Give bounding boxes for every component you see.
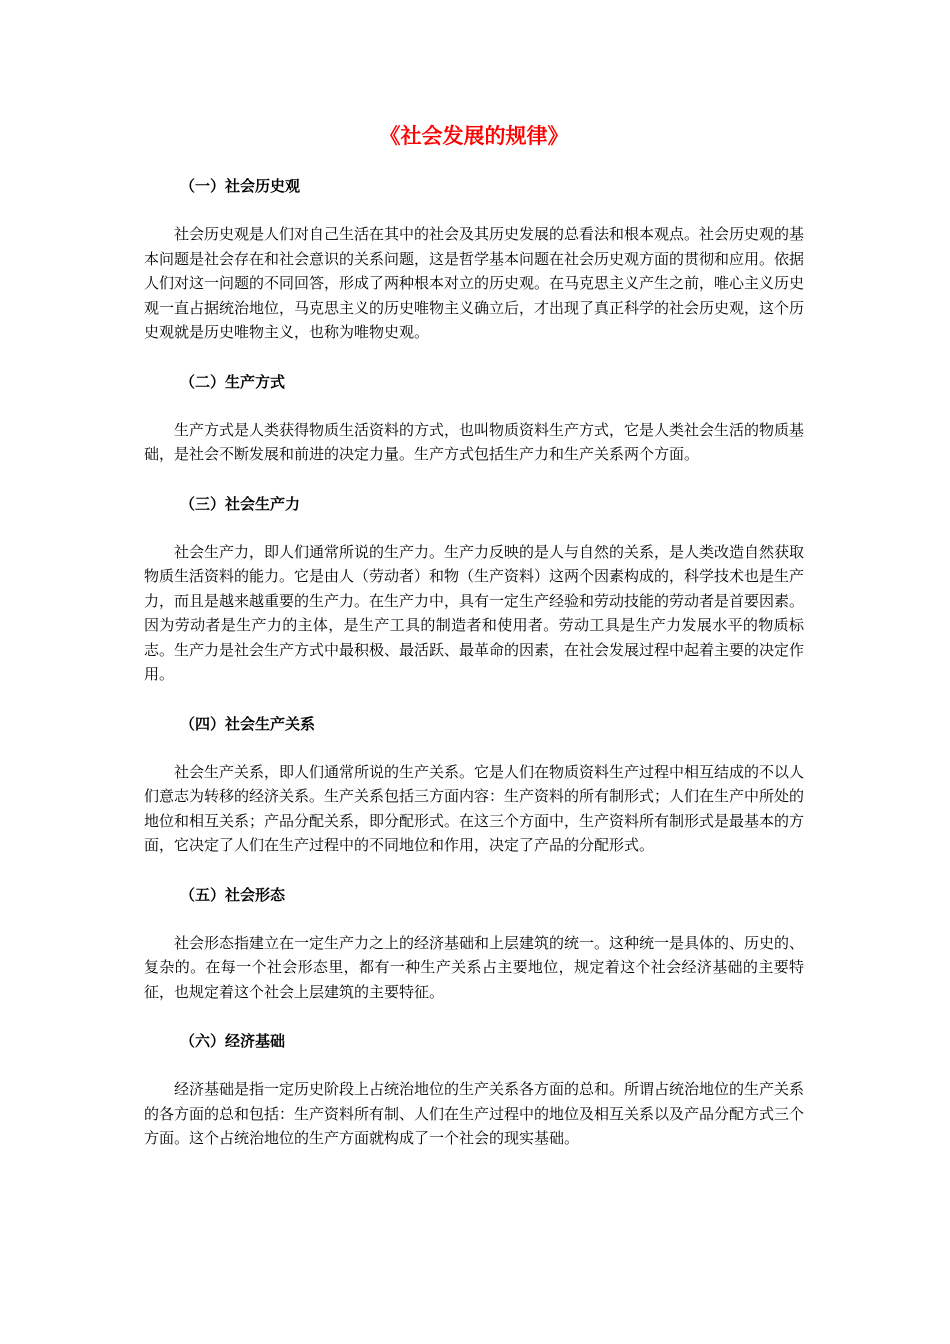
section-paragraph: 社会历史观是人们对自己生活在其中的社会及其历史发展的总看法和根本观点。社会历史观的基本问题是社会存在和社会意识的关系问题，这是哲学基本问题在社会历史观方面的贯彻和应用。依据人们对这一问题的不同回答，形成了两种根本对立的历史观。在马克思主义产生之前，唯心主义历史观一直占据统治地位，马克思主义的历史唯物主义确立后，才出现了真正科学的社会历史观，这个历史观就是历史唯物主义，也称为唯物史观。: [144, 225, 805, 341]
section-paragraph: 社会生产力，即人们通常所说的生产力。生产力反映的是人与自然的关系，是人类改造自然获取物质生活资料的能力。它是由人（劳动者）和物（生产资料）这两个因素构成的，科学技术也是生产力，而且是越来越重要的生产力。在生产力中，具有一定生产经验和劳动技能的劳动者是首要因素。因为劳动者是生产力的主体，是生产工具的制造者和使用者。劳动工具是生产力发展水平的物质标志。生产力是社会生产方式中最积极、最活跃、最革命的因素，在社会发展过程中起着主要的决定作用。: [144, 542, 805, 683]
section-heading: （四）社会生产关系: [180, 714, 316, 733]
section-heading: （六）经济基础: [180, 1032, 286, 1050]
section-social-historical-view: [144, 174, 804, 345]
document-title: 《社会发展的规律》: [379, 123, 569, 148]
document-page: [144, 120, 804, 1176]
section-heading: （二）生产方式: [180, 372, 286, 391]
section-paragraph: 经济基础是指一定历史阶段上占统治地位的生产关系各方面的总和。所谓占统治地位的生产关系的各方面的总和包括：生产资料所有制、人们在生产过程中的地位及相互关系以及产品分配方式三个方面。这个占统治地位的生产方面就构成了一个社会的现实基础。: [144, 1080, 805, 1147]
section-paragraph: 社会形态指建立在一定生产力之上的经济基础和上层建筑的统一。这种统一是具体的、历史的、复杂的。在每一个社会形态里，都有一种生产关系占主要地位，规定着这个社会经济基础的主要特征，也规定着这个社会上层建筑的主要特征。: [144, 933, 805, 1001]
section-heading: （三）社会生产力: [180, 494, 301, 513]
section-social-formation: [144, 883, 804, 1005]
section-economic-base: [144, 1029, 804, 1151]
section-heading: （五）社会形态: [180, 885, 286, 904]
section-mode-of-production: [144, 370, 804, 467]
section-productive-forces: [144, 492, 804, 687]
section-heading: （一）社会历史观: [180, 177, 301, 195]
section-paragraph: 社会生产关系，即人们通常所说的生产关系。它是人们在物质资料生产过程中相互结成的不以人们意志为转移的经济关系。生产关系包括三方面内容：生产资料的所有制形式；人们在生产中所处的地位和相互关系；产品分配关系，即分配形式。在这三个方面中，生产资料所有制形式是最基本的方面，它决定了人们在生产过程中的不同地位和作用，决定了产品的分配形式。: [144, 762, 805, 854]
section-paragraph: 生产方式是人类获得物质生活资料的方式，也叫物质资料生产方式，它是人类社会生活的物质基础，是社会不断发展和前进的决定力量。生产方式包括生产力和生产关系两个方面。: [144, 420, 805, 463]
section-relations-of-production: [144, 712, 804, 858]
